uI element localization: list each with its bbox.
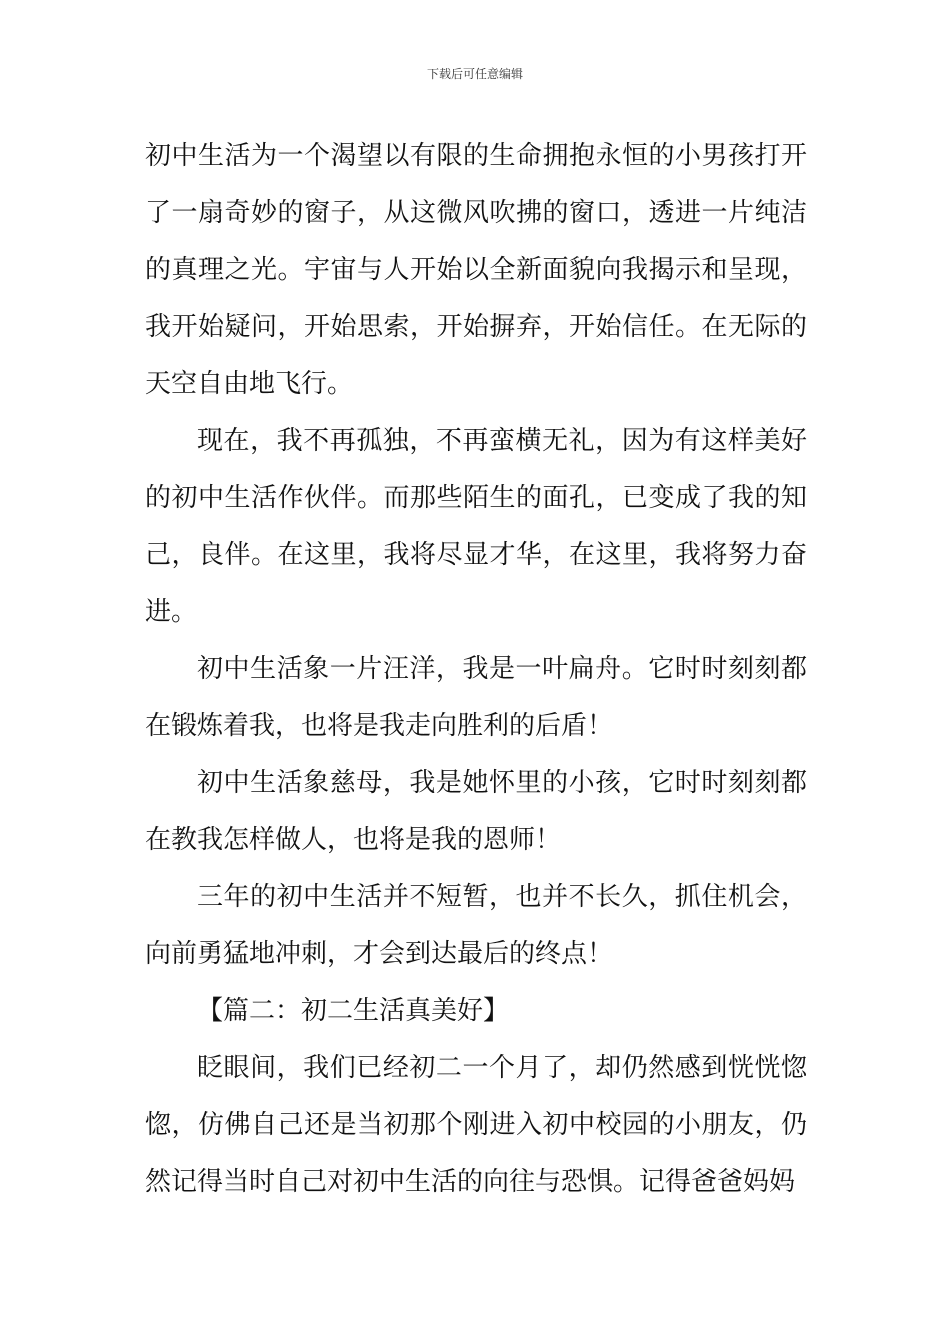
section-heading: 【篇二：初二生活真美好】 <box>197 996 510 1026</box>
document-body <box>145 128 807 1211</box>
paragraph-5: 三年的初中生活并不短暂，也并不长久，抓住机会，向前勇猛地冲刺，才会到达最后的终点！ <box>145 882 807 969</box>
paragraph-2: 现在，我不再孤独，不再蛮横无礼，因为有这样美好的初中生活作伙伴。而那些陌生的面孔，已变成了我的知己，良伴。在这里，我将尽显才华，在这里，我将努力奋进。 <box>145 426 807 627</box>
paragraph-1: 初中生活为一个渴望以有限的生命拥抱永恒的小男孩打开了一扇奇妙的窗子，从这微风吹拂的窗口，透进一片纯洁的真理之光。宇宙与人开始以全新面貌向我揭示和呈现，我开始疑问，开始思索，开始摒弃，开始信任。在无际的天空自由地飞行。 <box>145 141 807 399</box>
paragraph-4: 初中生活象慈母，我是她怀里的小孩，它时时刻刻都在教我怎样做人，也将是我的恩师！ <box>145 768 807 855</box>
page-header: 下载后可任意编辑 <box>426 67 523 81</box>
paragraph-3: 初中生活象一片汪洋，我是一叶扁舟。它时时刻刻都在锻炼着我，也将是我走向胜利的后盾！ <box>145 654 807 741</box>
paragraph-6: 眨眼间，我们已经初二一个月了，却仍然感到恍恍惚惚，仿佛自己还是当初那个刚进入初中校园的小朋友，仍然记得当时自己对初中生活的向往与恐惧。记得爸爸妈妈 <box>145 1053 807 1197</box>
